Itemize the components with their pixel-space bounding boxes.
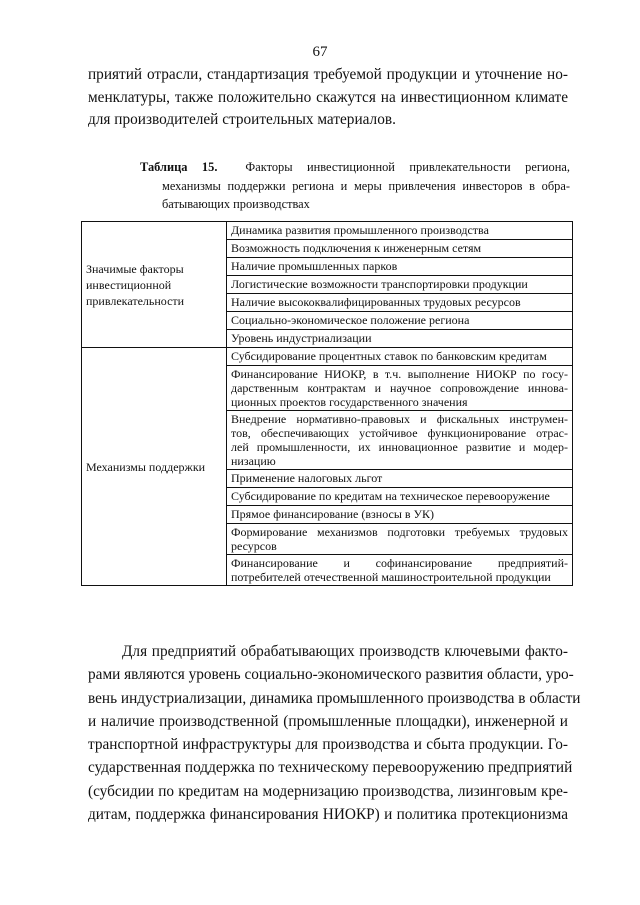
text-line: сударственная поддержка по техническому перевооружению предприятий	[88, 759, 573, 777]
text-line: менклатуры, также положительно скажутся на инвестиционном климате	[88, 88, 568, 106]
table-cell	[227, 276, 573, 294]
cell-text-line: Применение налоговых льгот	[231, 471, 383, 485]
cell-text-line: ционных проектов государственного значения	[231, 395, 468, 409]
cell-text-line: тов, обеспечивающих устойчивое функционирование отрас-	[231, 426, 568, 440]
table-cell	[227, 330, 573, 348]
group-title-cell	[82, 222, 227, 348]
table-cell	[227, 258, 573, 276]
table-cell	[227, 240, 573, 258]
factors-table	[81, 221, 573, 586]
group-title-line: Значимые факторы	[86, 261, 184, 276]
table-cell	[227, 222, 573, 240]
table-row	[82, 348, 573, 366]
group-title-line: привлекательности	[86, 293, 185, 308]
cell-text-line: Наличие высококвалифицированных трудовых ресурсов	[231, 295, 521, 309]
group-title-line: Механизмы поддержки	[86, 459, 206, 474]
group-title-cell	[82, 348, 227, 586]
group-title-line: инвестиционной	[86, 277, 172, 292]
table-cell	[227, 506, 573, 524]
cell-text-line: Прямое финансирование (взносы в УК)	[231, 507, 435, 521]
text-line: приятий отрасли, стандартизация требуемой продукции и уточнение но-	[88, 66, 568, 83]
cell-text-line: Финансирование и софинансирование предприятий-	[231, 556, 568, 570]
cell-text-line: Уровень индустриализации	[231, 331, 372, 345]
cell-text-line: ресурсов	[231, 539, 277, 553]
cell-text-line: Формирование механизмов подготовки требуемых трудовых	[231, 525, 568, 539]
text-line: и наличие производственной (промышленные площадки), инженерной и	[88, 712, 568, 730]
table-cell	[227, 488, 573, 506]
cell-text-line: низацию	[231, 454, 276, 468]
cell-text-line: дарственным контрактам и научное сопровождение иннова-	[231, 381, 568, 395]
text-line: вень индустриализации, динамика промышленного производства в области	[88, 689, 581, 707]
table-cell	[227, 555, 573, 586]
cell-text-line: Внедрение нормативно-правовых и фискальных инструмен-	[231, 412, 568, 426]
table-caption-text: Факторы инвестиционной привлекательности региона,	[245, 160, 570, 174]
cell-text-line: Финансирование НИОКР, в т.ч. выполнение НИОКР по госу-	[231, 367, 568, 381]
table-row	[82, 222, 573, 240]
text-line: дитам, поддержка финансирования НИОКР) и политика протекционизма	[88, 806, 568, 824]
cell-text-line: потребителей отечественной машиностроительной продукции	[231, 570, 551, 584]
table-cell	[227, 366, 573, 411]
cell-text-line: Логистические возможности транспортировки продукции	[231, 277, 528, 291]
body-paragraph	[88, 640, 581, 826]
cell-text-line: Возможность подключения к инженерным сетям	[231, 241, 482, 255]
table-caption-text: механизмы поддержки региона и меры привлечения инвесторов в обра-	[162, 178, 570, 193]
intro-paragraph	[88, 64, 568, 132]
page-number: 67	[312, 44, 328, 60]
table-caption	[140, 158, 570, 214]
table-cell	[227, 348, 573, 366]
cell-text-line: Социально-экономическое положение региона	[231, 313, 470, 327]
cell-text-line: Субсидирование по кредитам на техническое перевооружение	[231, 489, 550, 503]
text-line: Для предприятий обрабатывающих производств ключевыми факто-	[122, 643, 568, 660]
cell-text-line: лей промышленности, их инновационное развитие и модер-	[231, 440, 568, 454]
table-cell	[227, 470, 573, 488]
cell-text-line: Субсидирование процентных ставок по банковским кредитам	[231, 349, 547, 363]
table-caption-label: Таблица 15.	[140, 160, 218, 174]
text-line: рами являются уровень социально-экономического развития области, уро-	[88, 666, 574, 684]
cell-text-line: Наличие промышленных парков	[231, 259, 398, 273]
table-cell	[227, 411, 573, 470]
table-cell	[227, 312, 573, 330]
text-line: для производителей строительных материалов.	[88, 111, 396, 128]
cell-text-line: Динамика развития промышленного производства	[231, 223, 489, 237]
table-cell	[227, 294, 573, 312]
text-line: (субсидии по кредитам на модернизацию производства, лизинговым кре-	[88, 782, 568, 800]
table-caption-text: батывающих производствах	[162, 197, 310, 211]
table-cell	[227, 524, 573, 555]
text-line: транспортной инфраструктуры для производства и сбыта продукции. Го-	[88, 736, 568, 754]
